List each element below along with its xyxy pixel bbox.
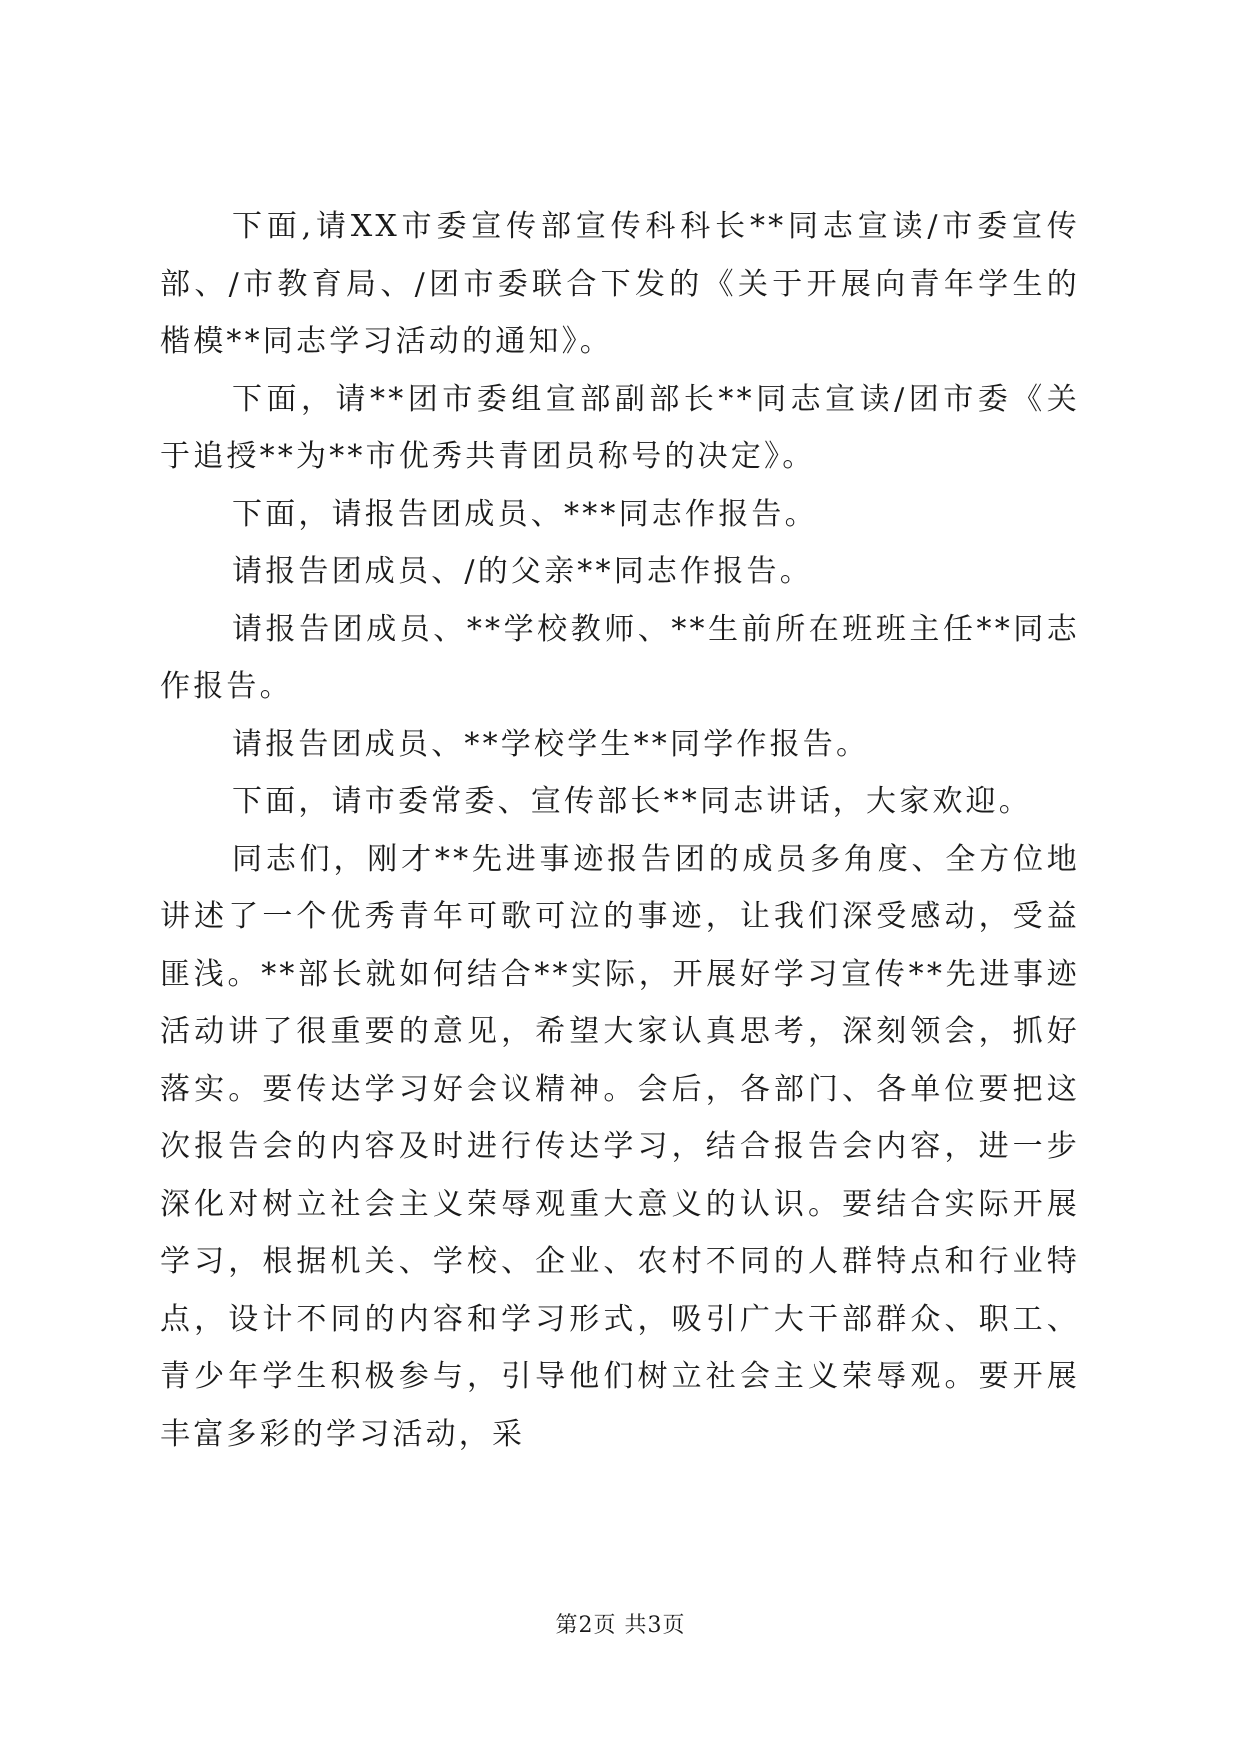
document-body [160,198,1080,1463]
paragraph-report-3: 请报告团成员、**学校教师、**生前所在班班主任**同志作报告。 [160,611,1080,704]
paragraph-closing-remarks: 同志们，刚才**先进事迹报告团的成员多角度、全方位地讲述了一个优秀青年可歌可泣的事迹，让我们深受感动，受益匪浅。**部长就如何结合**实际，开展好学习宣传**先进事迹活动讲了很重要的意见，希望大家认真思考，深刻领会，抓好落实。要传达学习好会议精神。会后，各部门、各单位要把这次报告会的内容及时进行传达学习，结合报告会内容，进一步深化对树立社会主义荣辱观重大意义的认识。要结合实际开展学习，根据机关、学校、企业、农村不同的人群特点和行业特点，设计不同的内容和学习形式，吸引广大干部群众、职工、青少年学生积极参与，引导他们树立社会主义荣辱观。要开展丰富多彩的学习活动，采 [160,841,1080,1452]
paragraph-speech-invite: 下面，请市委常委、宣传部长**同志讲话，大家欢迎。 [232,784,1032,819]
paragraph-decision-reading: 下面，请**团市委组宣部副部长**同志宣读/团市委《关于追授**为**市优秀共青团员称号的决定》。 [160,381,1080,474]
paragraph-report-2: 请报告团成员、/的父亲**同志作报告。 [232,554,813,589]
paragraph-report-1: 下面，请报告团成员、***同志作报告。 [232,496,818,532]
page-number-footer: 第2页 共3页 [555,1613,686,1638]
paragraph-report-4: 请报告团成员、**学校学生**同学作报告。 [232,726,870,762]
paragraph-notice-reading: 下面,请XX市委宣传部宣传科科长**同志宣读/市委宣传部、/市教育局、/团市委联合下发的《关于开展向青年学生的楷模**同志学习活动的通知》。 [160,209,1080,359]
